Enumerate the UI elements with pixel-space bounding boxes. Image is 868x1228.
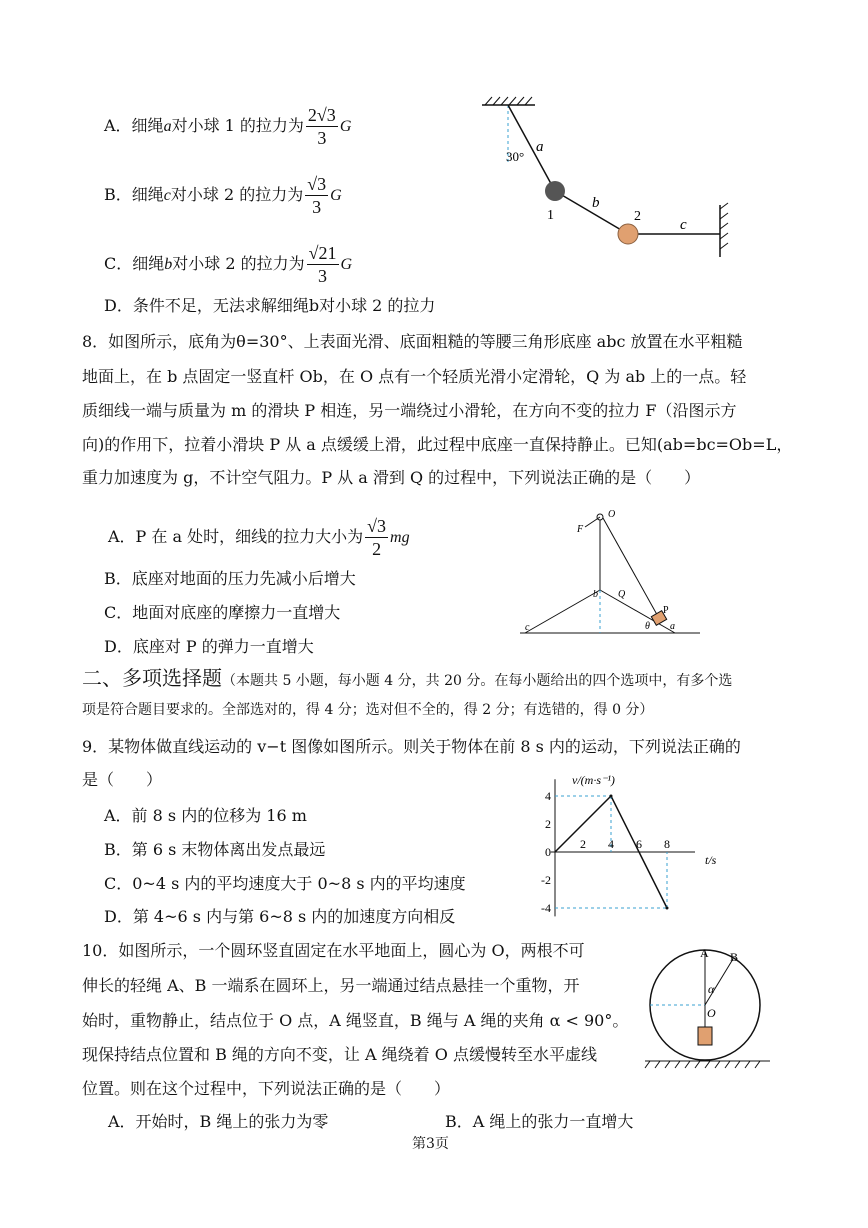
data-point bbox=[666, 907, 669, 910]
x-tick-label: 0 bbox=[545, 845, 551, 859]
q7-figure bbox=[470, 95, 750, 265]
y-tick-label: -2 bbox=[541, 873, 551, 887]
q7-option-d: D．条件不足，无法求解细绳b对小球 2 的拉力 bbox=[104, 296, 436, 315]
q9-vt-chart bbox=[541, 770, 735, 920]
data-point bbox=[610, 795, 613, 798]
section-title: 二、多项选择题 bbox=[82, 666, 222, 690]
fraction bbox=[305, 173, 328, 218]
alpha-label: α bbox=[708, 982, 715, 996]
ball-1-label: 1 bbox=[547, 208, 554, 223]
numerator: √21 bbox=[308, 243, 337, 263]
q8-stem-line: 重力加速度为 g，不计空气阻力。P 从 a 滑到 Q 的过程中，下列说法正确的是（ ） bbox=[82, 468, 701, 487]
unit: mg bbox=[390, 529, 410, 546]
q9-stem-line: 9．某物体做直线运动的 v−t 图像如图所示。则关于物体在前 8 s 内的运动，下列说法正确的 bbox=[82, 737, 741, 756]
option-text: A．细绳 bbox=[104, 116, 164, 135]
point-c-label: c bbox=[525, 622, 530, 633]
angle-label: 30° bbox=[506, 149, 525, 164]
x-tick-label: 2 bbox=[580, 837, 586, 851]
numerator: 2√3 bbox=[307, 105, 336, 125]
option-text: A．P 在 a 处时，细线的拉力大小为 bbox=[108, 527, 364, 546]
x-tick-label: 8 bbox=[664, 837, 670, 851]
x-tick-label: 6 bbox=[636, 837, 642, 851]
q8-option-b: B．底座对地面的压力先减小后增大 bbox=[104, 569, 356, 588]
numerator: √3 bbox=[307, 174, 327, 194]
q10-stem-line: 伸长的轻绳 A、B 一端系在圆环上，另一端通过结点悬挂一个重物，开 bbox=[82, 976, 580, 995]
section-note: 项是符合题目要求的。全部选对的，得 4 分；选对但不全的，得 2 分；有选错的，得 0 分） bbox=[82, 702, 654, 718]
center-o-label: O bbox=[707, 1006, 716, 1020]
option-text: 对小球 2 的拉力为 bbox=[170, 185, 304, 204]
unit: G bbox=[339, 118, 352, 135]
q7-option-c bbox=[104, 242, 352, 287]
ball-2-label: 2 bbox=[634, 209, 641, 224]
option-text: B．细绳 bbox=[104, 185, 164, 204]
q8-figure bbox=[515, 505, 705, 640]
denominator: 3 bbox=[318, 266, 328, 286]
q8-option-d: D．底座对 P 的弹力一直增大 bbox=[104, 637, 314, 656]
fraction bbox=[365, 515, 388, 560]
x-tick-label: 4 bbox=[608, 837, 614, 851]
theta-label: θ bbox=[645, 621, 650, 632]
q8-stem-line: 8．如图所示，底角为θ=30°、上表面光滑、底面粗糙的等腰三角形底座 abc 放置在水平粗糙 bbox=[82, 332, 743, 351]
q10-stem-line: 始时，重物静止，结点位于 O 点，A 绳竖直，B 绳与 A 绳的夹角 α < 90°。 bbox=[82, 1011, 629, 1030]
fraction bbox=[306, 104, 338, 149]
point-o-label: O bbox=[608, 509, 616, 520]
rope-a-label: a bbox=[536, 139, 544, 155]
y-axis-label: v/(m·s⁻¹) bbox=[572, 773, 615, 787]
point-p-label: P bbox=[663, 605, 669, 616]
numerator: √3 bbox=[367, 516, 387, 536]
rope-c-label: c bbox=[680, 217, 687, 233]
section-header bbox=[82, 668, 732, 691]
point-q-label: Q bbox=[618, 589, 626, 600]
q10-stem-line: 10．如图所示，一个圆环竖直固定在水平地面上，圆心为 O，两根不可 bbox=[82, 941, 585, 960]
q8-option-a bbox=[108, 515, 410, 560]
q8-stem-line: 地面上，在 b 点固定一竖直杆 Ob，在 O 点有一个轻质光滑小定滑轮，Q 为 ab 上的一点。轻 bbox=[82, 367, 747, 386]
y-tick-label: 2 bbox=[545, 817, 551, 831]
denominator: 3 bbox=[317, 128, 327, 148]
ball-1 bbox=[545, 181, 565, 201]
fraction bbox=[307, 242, 339, 287]
q9-option-b: B．第 6 s 末物体离出发点最远 bbox=[104, 840, 326, 859]
q10-stem-line: 现保持结点位置和 B 绳的方向不变，让 A 绳绕着 O 点缓慢转至水平虚线 bbox=[82, 1045, 597, 1064]
option-var: a bbox=[163, 118, 172, 135]
q9-stem-line: 是（ ） bbox=[82, 770, 163, 789]
q7-option-a bbox=[104, 104, 351, 149]
q8-stem-line: 质细线一端与质量为 m 的滑块 P 相连，另一端绕过小滑轮，在方向不变的拉力 F（沿图示方 bbox=[82, 401, 737, 420]
unit: G bbox=[340, 256, 353, 273]
q9-option-c: C．0~4 s 内的平均速度大于 0~8 s 内的平均速度 bbox=[104, 874, 466, 893]
rope-b-label: b bbox=[592, 195, 600, 211]
option-text: 对小球 1 的拉力为 bbox=[171, 116, 304, 135]
rope-a-label: A bbox=[700, 946, 709, 960]
point-b-label: b bbox=[593, 589, 598, 600]
denominator: 3 bbox=[312, 197, 322, 217]
force-label: F bbox=[577, 524, 584, 535]
q10-stem-line: 位置。则在这个过程中，下列说法正确的是（ ） bbox=[82, 1079, 451, 1098]
q9-option-d: D．第 4~6 s 内与第 6~8 s 内的加速度方向相反 bbox=[104, 907, 456, 926]
option-text: C．细绳 bbox=[104, 254, 165, 273]
x-axis-label: t/s bbox=[705, 853, 717, 867]
rope-b-label: B bbox=[730, 950, 739, 964]
option-text: 对小球 2 的拉力为 bbox=[172, 254, 305, 273]
q10-option-b: B．A 绳上的张力一直增大 bbox=[445, 1112, 634, 1131]
unit: G bbox=[330, 187, 342, 204]
q8-stem-line: 向)的作用下，拉着小滑块 P 从 a 点缓缓上滑，此过程中底座一直保持静止。已知(ab=bc=Ob=L， bbox=[82, 435, 793, 454]
q7-option-b bbox=[104, 173, 342, 218]
q10-option-a: A．开始时，B 绳上的张力为零 bbox=[108, 1112, 329, 1131]
q8-option-c: C．地面对底座的摩擦力一直增大 bbox=[104, 603, 341, 622]
q10-figure bbox=[645, 945, 775, 1070]
page-number: 第3页 bbox=[412, 1136, 449, 1152]
point-a-label: a bbox=[670, 621, 675, 632]
option-var: b bbox=[164, 256, 173, 273]
ball-2 bbox=[618, 224, 638, 244]
section-note: （本题共 5 小题，每小题 4 分，共 20 分。在每小题给出的四个选项中，有多个选 bbox=[222, 673, 733, 689]
y-tick-label: 4 bbox=[545, 789, 551, 803]
option-var: c bbox=[163, 187, 171, 204]
y-tick-label: -4 bbox=[541, 901, 551, 915]
denominator: 2 bbox=[372, 539, 382, 559]
q9-option-a: A．前 8 s 内的位移为 16 m bbox=[104, 806, 307, 825]
